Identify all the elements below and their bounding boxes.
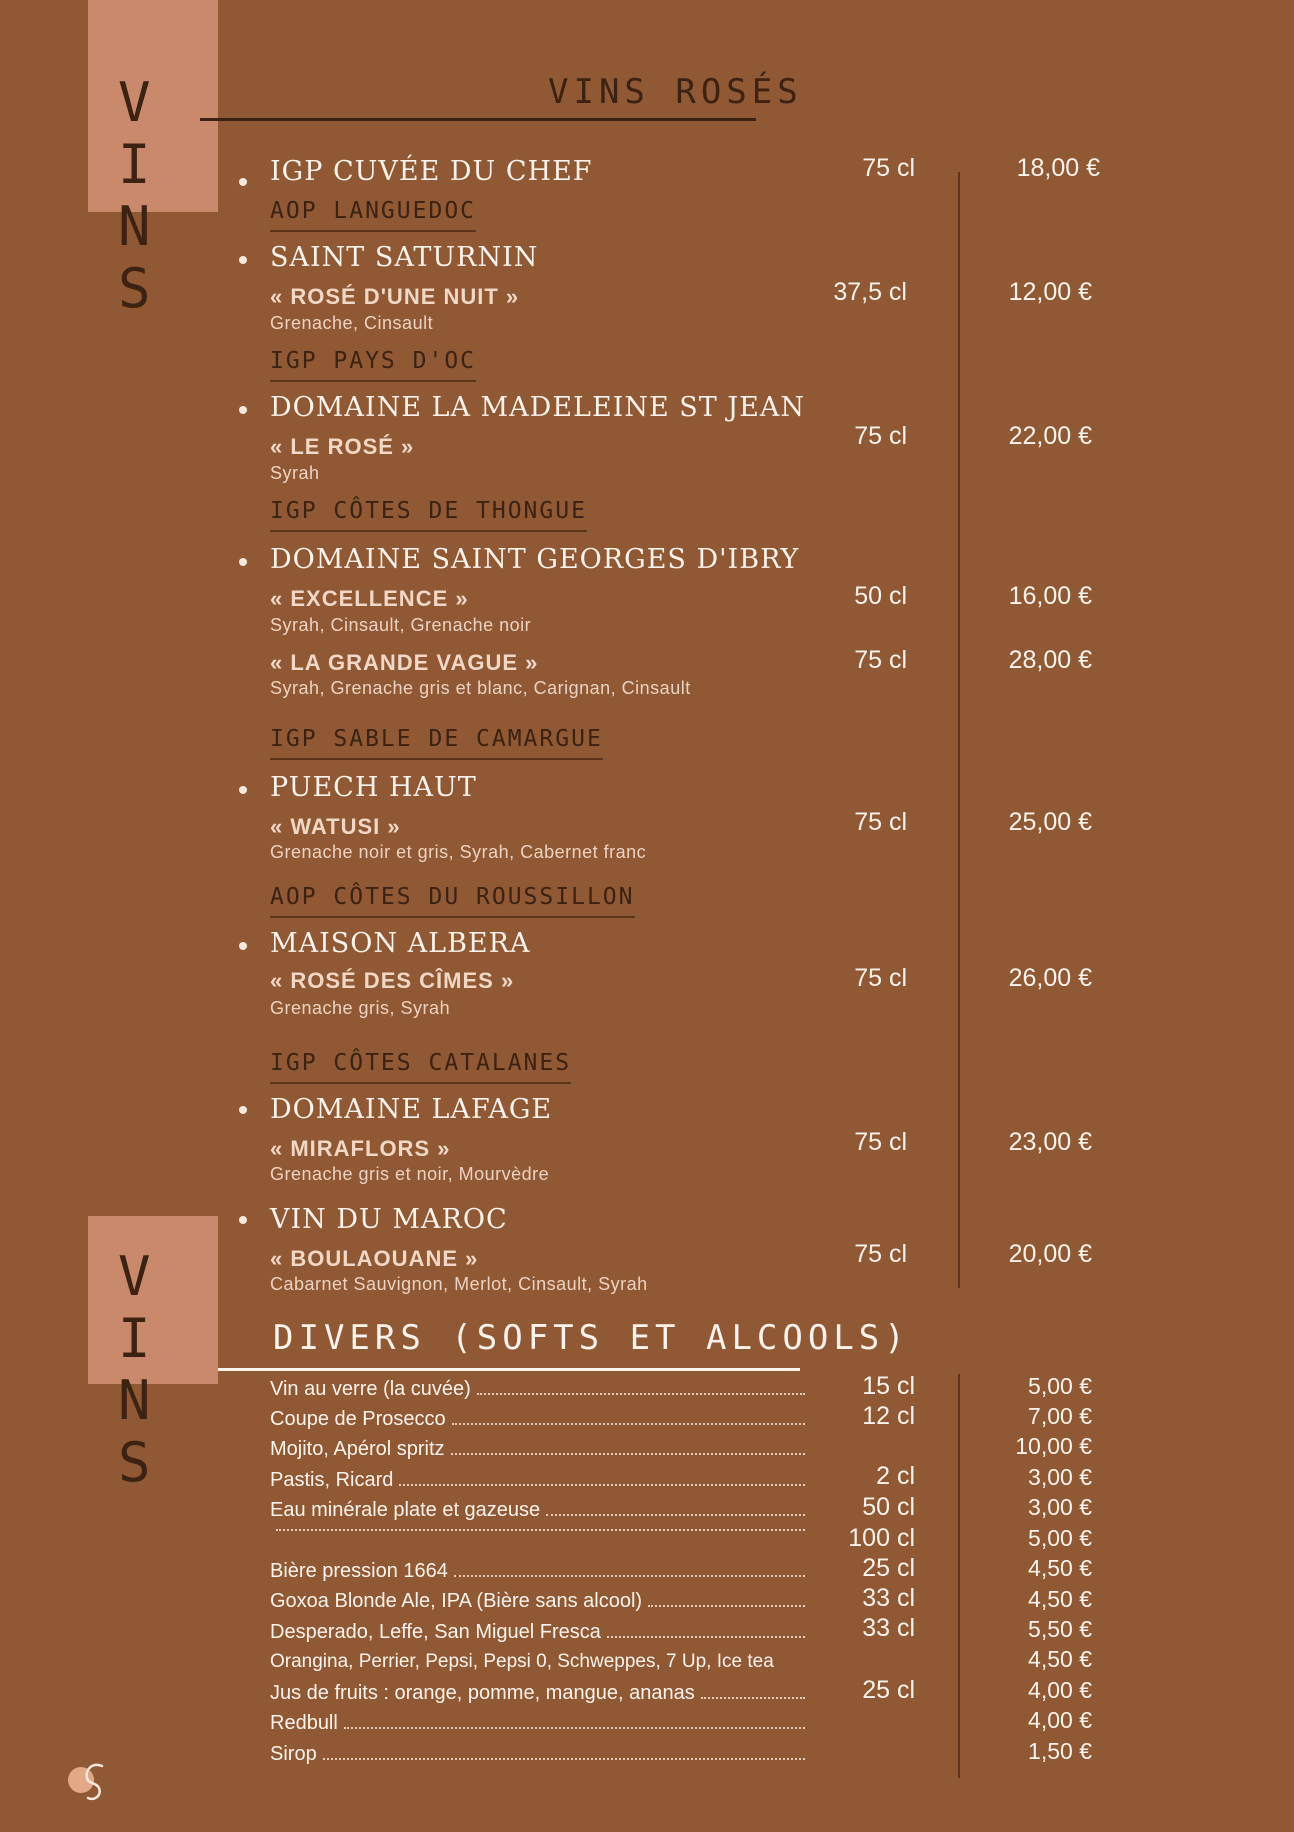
wine-domain: PUECH HAUT: [270, 772, 477, 803]
wine-volume: 75 cl: [854, 646, 907, 674]
drink-row: [270, 1529, 805, 1535]
drink-label: Sirop: [270, 1743, 317, 1765]
section-title-roses: VINS ROSÉS: [548, 72, 803, 112]
wine-volume: 75 cl: [854, 808, 907, 836]
wine-domain: MAISON ALBERA: [270, 928, 531, 959]
wine-volume: 75 cl: [854, 422, 907, 450]
wine-domain: SAINT SATURNIN: [270, 242, 539, 273]
drink-label: Bière pression 1664: [270, 1560, 448, 1582]
wine-cuvee: « MIRAFLORS »: [270, 1136, 451, 1161]
wine-domain: IGP CUVÉE DU CHEF: [270, 156, 593, 187]
bullet: [239, 1106, 247, 1114]
drink-row: [270, 1682, 805, 1705]
wine-domain: DOMAINE LA MADELEINE ST JEAN: [270, 392, 805, 423]
drink-price: 4,50 €: [1028, 1646, 1092, 1672]
section-title-divers: DIVERS (SOFTS ET ALCOOLS): [273, 1318, 910, 1358]
wine-volume: 75 cl: [854, 1240, 907, 1268]
drink-row: [270, 1743, 805, 1766]
drink-volume: 33 cl: [862, 1584, 915, 1612]
drink-volume: 15 cl: [862, 1372, 915, 1400]
drink-label: Eau minérale plate et gazeuse: [270, 1499, 541, 1521]
wine-volume: 37,5 cl: [833, 278, 907, 306]
wine-cuvee: « ROSÉ DES CÎMES »: [270, 968, 515, 993]
drink-row: [270, 1438, 805, 1461]
drink-label: Orangina, Perrier, Pepsi, Pepsi 0, Schweppes, 7 Up, Ice tea: [270, 1651, 774, 1672]
appellation-heading: IGP PAYS D'OC: [270, 348, 476, 382]
bullet: [239, 406, 247, 414]
appellation-heading: IGP SABLE DE CAMARGUE: [270, 726, 603, 760]
dot-leader: [276, 1529, 805, 1531]
bullet: [239, 942, 247, 950]
column-divider: [958, 172, 960, 1288]
wine-grapes: Syrah, Grenache gris et blanc, Carignan, Cinsault: [270, 678, 691, 698]
dot-leader: [454, 1575, 805, 1577]
dot-leader: [323, 1758, 805, 1760]
wine-grapes: Cabarnet Sauvignon, Merlot, Cinsault, Syrah: [270, 1274, 648, 1294]
dot-leader: [546, 1514, 805, 1516]
drink-price: 3,00 €: [1028, 1464, 1092, 1490]
wine-price: 28,00 €: [1008, 646, 1092, 674]
wine-grapes: Syrah: [270, 463, 320, 483]
drink-price: 7,00 €: [1028, 1403, 1092, 1429]
drink-volume: 33 cl: [862, 1614, 915, 1642]
wine-price: 16,00 €: [1008, 582, 1092, 610]
wine-grapes: Grenache gris, Syrah: [270, 998, 451, 1018]
wine-cuvee: « ROSÉ D'UNE NUIT »: [270, 284, 520, 309]
drink-row: [270, 1469, 805, 1492]
wine-price: 18,00 €: [1016, 154, 1100, 182]
drink-volume: 12 cl: [862, 1402, 915, 1430]
bullet: [239, 178, 247, 186]
dot-leader: [607, 1636, 805, 1638]
wine-domain: VIN DU MAROC: [270, 1204, 508, 1235]
drink-row: [270, 1408, 805, 1431]
drink-row: [270, 1712, 805, 1735]
dot-leader: [399, 1484, 805, 1486]
bullet: [239, 256, 247, 264]
title-underline: [218, 1368, 800, 1371]
wine-cuvee: « EXCELLENCE »: [270, 586, 469, 611]
drink-label: Jus de fruits : orange, pomme, mangue, ananas: [270, 1682, 695, 1704]
wine-cuvee: « WATUSI »: [270, 814, 401, 839]
appellation-heading: AOP LANGUEDOC: [270, 198, 476, 232]
wine-cuvee: « LA GRANDE VAGUE »: [270, 650, 539, 675]
wine-price: 26,00 €: [1008, 964, 1092, 992]
dot-leader: [344, 1727, 805, 1729]
dot-leader: [452, 1423, 805, 1425]
vins-tab-line-2: N S: [118, 1369, 173, 1494]
drink-label: Coupe de Prosecco: [270, 1408, 446, 1430]
wine-domain: DOMAINE LAFAGE: [270, 1094, 553, 1125]
drink-price: 4,00 €: [1028, 1707, 1092, 1733]
dot-leader: [648, 1605, 805, 1607]
bullet: [239, 786, 247, 794]
drink-price: 4,50 €: [1028, 1555, 1092, 1581]
title-underline: [200, 118, 756, 121]
drink-row: [270, 1560, 805, 1583]
drink-row: [270, 1499, 805, 1522]
wine-price: 25,00 €: [1008, 808, 1092, 836]
drink-price: 5,50 €: [1028, 1616, 1092, 1642]
drink-row: [270, 1378, 805, 1401]
drink-price: 3,00 €: [1028, 1494, 1092, 1520]
wine-price: 22,00 €: [1008, 422, 1092, 450]
dot-leader: [451, 1453, 805, 1455]
drink-price: 5,00 €: [1028, 1525, 1092, 1551]
appellation-heading: IGP CÔTES CATALANES: [270, 1050, 571, 1084]
drink-price: 4,50 €: [1028, 1586, 1092, 1612]
drink-label: Goxoa Blonde Ale, IPA (Bière sans alcool): [270, 1590, 643, 1612]
drink-price: 1,50 €: [1028, 1738, 1092, 1764]
vins-tab-line-2: N S: [118, 195, 173, 320]
appellation-heading: IGP CÔTES DE THONGUE: [270, 498, 587, 532]
wine-grapes: Grenache noir et gris, Syrah, Cabernet franc: [270, 842, 647, 862]
drink-price: 10,00 €: [1015, 1433, 1092, 1459]
wine-volume: 75 cl: [854, 1128, 907, 1156]
vins-tab-line-1: V I: [118, 71, 173, 196]
wine-price: 23,00 €: [1008, 1128, 1092, 1156]
bullet: [239, 1216, 247, 1224]
drink-price: 5,00 €: [1028, 1373, 1092, 1399]
wine-volume: 75 cl: [862, 154, 915, 182]
drink-row: [270, 1590, 805, 1613]
wine-price: 20,00 €: [1008, 1240, 1092, 1268]
restaurant-monogram-logo-icon: [66, 1758, 112, 1804]
drink-label: Desperado, Leffe, San Miguel Fresca: [270, 1621, 601, 1643]
wine-grapes: Grenache, Cinsault: [270, 313, 434, 333]
wine-domain: DOMAINE SAINT GEORGES D'IBRY: [270, 544, 800, 575]
drink-volume: 50 cl: [862, 1493, 915, 1521]
wine-price: 12,00 €: [1008, 278, 1092, 306]
drink-label: Pastis, Ricard: [270, 1469, 394, 1491]
drink-volume: 25 cl: [862, 1676, 915, 1704]
wine-grapes: Grenache gris et noir, Mourvèdre: [270, 1164, 550, 1184]
drink-volume: 25 cl: [862, 1554, 915, 1582]
drink-label: Redbull: [270, 1712, 338, 1734]
dot-leader: [477, 1393, 805, 1395]
drink-label: Mojito, Apérol spritz: [270, 1438, 445, 1460]
drink-volume: 2 cl: [876, 1462, 915, 1490]
bullet: [239, 558, 247, 566]
dot-leader: [701, 1697, 805, 1699]
drink-label: Vin au verre (la cuvée): [270, 1378, 471, 1400]
vins-tab-line-1: V I: [118, 1245, 173, 1370]
wine-volume: 75 cl: [854, 964, 907, 992]
wine-volume: 50 cl: [854, 582, 907, 610]
appellation-heading: AOP CÔTES DU ROUSSILLON: [270, 884, 635, 918]
vins-tab-top: [88, 0, 218, 320]
wine-cuvee: « LE ROSÉ »: [270, 434, 415, 459]
drink-price: 4,00 €: [1028, 1677, 1092, 1703]
vins-tab-bottom: [88, 1216, 218, 1494]
drink-volume: 100 cl: [848, 1524, 915, 1552]
wine-cuvee: « BOULAOUANE »: [270, 1246, 479, 1271]
drink-row: [270, 1621, 805, 1644]
drink-row: [270, 1651, 805, 1673]
wine-grapes: Syrah, Cinsault, Grenache noir: [270, 615, 532, 635]
